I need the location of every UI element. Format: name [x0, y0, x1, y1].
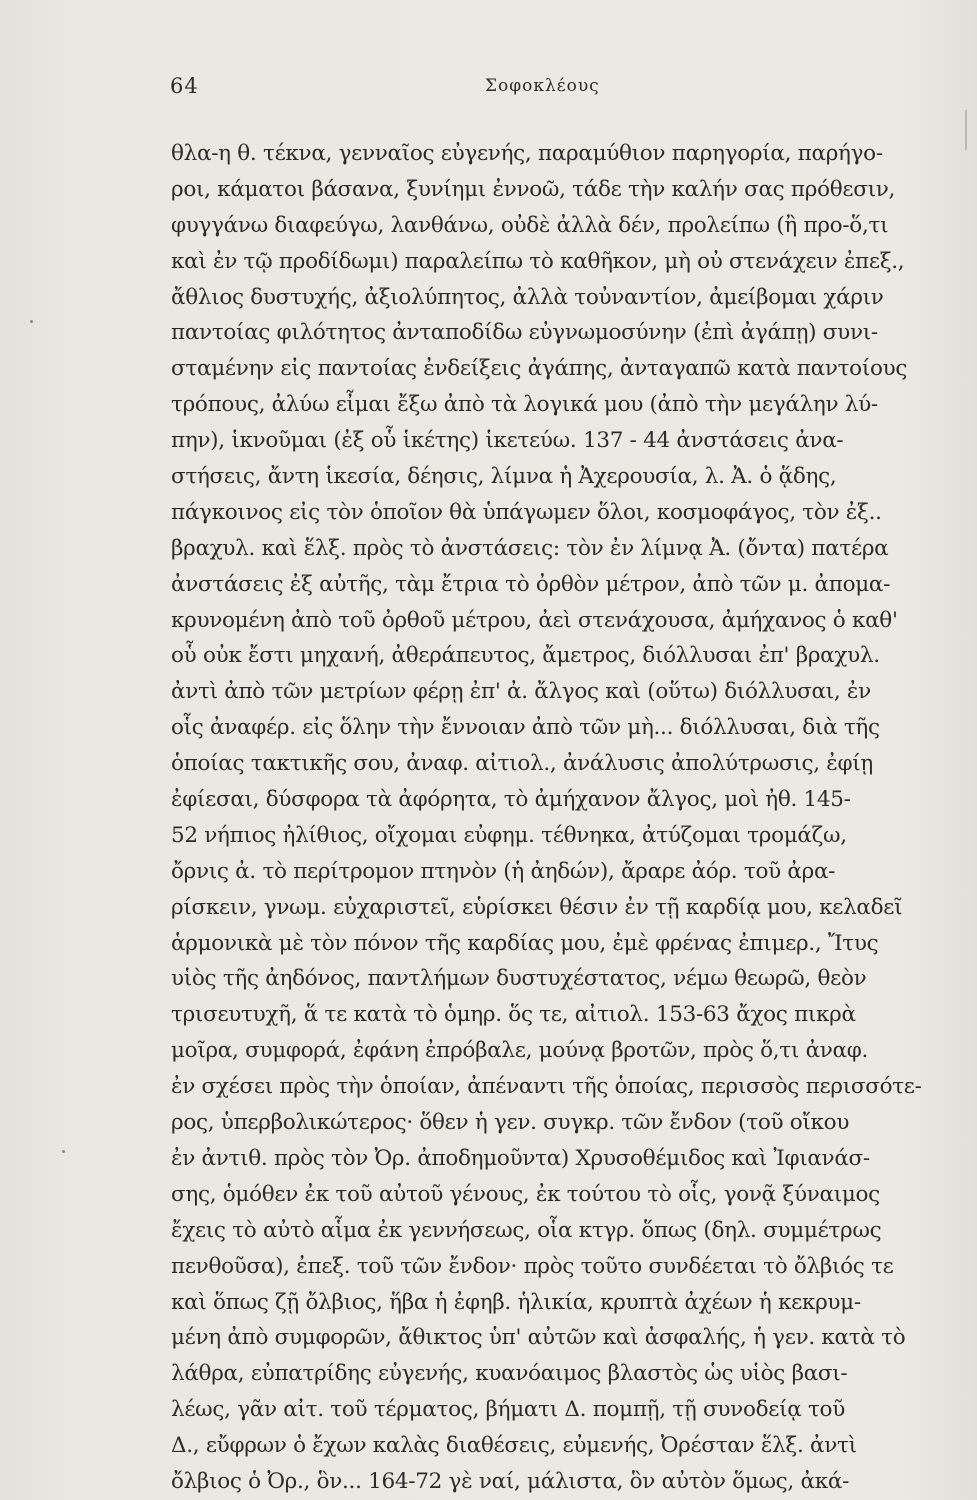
text-line: οὗ οὐκ ἔστι μηχανή, ἀθεράπευτος, ἄμετρος, διόλλυσαι ἐπ' βραχυλ. — [171, 643, 880, 669]
text-line: λάθρα, εὐπατρίδης εὐγενής, κυανόαιμος βλαστὸς ὡς υἱὸς βασι- — [171, 1361, 848, 1387]
text-line: τρισευτυχῆ, ἅ τε κατὰ τὸ ὁμηρ. ὅς τε, αἰτιολ. 153-63 ἄχος πικρὰ — [171, 1002, 856, 1028]
text-line: καὶ ὅπως ζῇ ὄλβιος, ἥβα ἡ ἐφηβ. ἡλικία, κρυπτὰ ἀχέων ἡ κεκρυμ- — [171, 1289, 861, 1315]
paper-speck — [30, 320, 33, 323]
text-line: ρος, ὑπερβολικώτερος· ὅθεν ἡ γεν. συγκρ. τῶν ἔνδον (τοῦ οἴκου — [171, 1110, 850, 1136]
text-line: καὶ ἐν τῷ προδίδωμι) παραλείπω τὸ καθῆκον, μὴ οὐ στενάχειν ἐπεξ., — [171, 248, 905, 274]
text-line: ἄθλιος δυστυχής, ἀξιολύπητος, ἀλλὰ τοὐναντίον, ἀμείβομαι χάριν — [171, 284, 884, 310]
text-line: κρυνομένη ἀπὸ τοῦ ὀρθοῦ μέτρου, ἀεὶ στενάχουσα, ἀμήχανος ὁ καθ' — [171, 607, 898, 633]
text-line: λέως, γᾶν αἰτ. τοῦ τέρματος, βήματι Δ. πομπῇ, τῇ συνοδείᾳ τοῦ — [171, 1397, 845, 1423]
text-line: ἐφίεσαι, δύσφορα τὰ ἀφόρητα, τὸ ἀμήχανον ἄλγος, μοὶ ἠθ. 145- — [171, 787, 851, 813]
text-line: υἱὸς τῆς ἀηδόνος, παντλήμων δυστυχέστατος, νέμω θεωρῶ, θεὸν — [171, 966, 867, 992]
running-head: Σοφοκλέους — [485, 76, 600, 96]
text-line: ὄλβιος ὁ Ὀρ., ὃν... 164-72 γὲ ναί, μάλιστα, ὃν αὐτὸν ὅμως, ἀκά- — [171, 1468, 850, 1494]
page-edge-mark — [965, 110, 967, 150]
text-line: ὁποίας τακτικῆς σου, ἀναφ. αἰτιολ., ἀνάλυσις ἀπολύτρωσις, ἐφίῃ — [171, 751, 874, 777]
text-line: 52 νήπιος ἠλίθιος, οἴχομαι εὐφημ. τέθνηκα, ἀτύζομαι τρομάζω, — [171, 822, 847, 848]
text-line: παντοίας φιλότητος ἀνταποδίδω εὐγνωμοσύνην (ἐπὶ ἀγάπῃ) συνι- — [171, 320, 878, 346]
text-line: μοῖρα, συμφορά, ἐφάνη ἐπρόβαλε, μούνᾳ βροτῶν, πρὸς ὅ,τι ἀναφ. — [171, 1038, 869, 1064]
commentary-text — [171, 136, 951, 1500]
text-line: ἀνστάσεις ἐξ αὐτῆς, τὰμ ἔτρια τὸ ὀρθὸν μέτρον, ἀπὸ τῶν μ. ἀπομα- — [171, 571, 891, 597]
text-line: μένη ἀπὸ συμφορῶν, ἄθικτος ὑπ' αὐτῶν καὶ ἀσφαλής, ἡ γεν. κατὰ τὸ — [171, 1325, 906, 1351]
text-line: ὄρνις ἀ. τὸ περίτρομον πτηνὸν (ἡ ἀηδών), ἄραρε ἀόρ. τοῦ ἀρα- — [171, 858, 836, 884]
text-line: θλα-η θ. τέκνα, γενναῖος εὐγενής, παραμύθιον παρηγορία, παρήγο- — [171, 141, 883, 166]
text-line: σης, ὁμόθεν ἐκ τοῦ αὐτοῦ γένους, ἐκ τούτου τὸ οἷς, γονᾷ ξύναιμος — [171, 1181, 880, 1207]
text-line: οἷς ἀναφέρ. εἰς ὅλην τὴν ἔννοιαν ἀπὸ τῶν μὴ... διόλλυσαι, διὰ τῆς — [171, 715, 880, 741]
text-line: ροι, κάματοι βάσανα, ξυνίημι ἐννοῶ, τάδε τὴν καλήν σας πρόθεσιν, — [171, 176, 896, 202]
page-number: 64 — [170, 74, 199, 98]
text-line: ρίσκειν, γνωμ. εὐχαριστεῖ, εὑρίσκει θέσιν ἐν τῇ καρδίᾳ μου, κελαδεῖ — [171, 894, 903, 920]
text-line: πην), ἱκνοῦμαι (ἐξ οὗ ἱκέτης) ἱκετεύω. 137 - 44 ἀνστάσεις ἀνα- — [171, 428, 844, 454]
text-line: ἁρμονικὰ μὲ τὸν πόνον τῆς καρδίας μου, ἐμὲ φρένας ἐπιμερ., Ἴτυς — [171, 930, 879, 956]
text-line: ἀντὶ ἀπὸ τῶν μετρίων φέρῃ ἐπ' ἀ. ἄλγος καὶ (οὕτω) διόλλυσαι, ἐν — [171, 679, 871, 705]
text-line: βραχυλ. καὶ ἕλξ. πρὸς τὸ ἀνστάσεις: τὸν ἐν λίμνᾳ Ἀ. (ὄντα) πατέρα — [171, 535, 889, 561]
text-line: ἔχεις τὸ αὐτὸ αἷμα ἐκ γεννήσεως, οἷα κτγρ. ὅπως (δηλ. συμμέτρως — [171, 1217, 882, 1243]
text-line: στήσεις, ἄντη ἱκεσία, δέησις, λίμνα ἡ Ἀχερουσία, λ. Ἀ. ὁ ᾅδης, — [171, 464, 837, 490]
text-line: φυγγάνω διαφεύγω, λανθάνω, οὐδὲ ἀλλὰ δέν, προλείπω (ἢ προ-ὅ,τι — [171, 212, 889, 238]
text-line: Δ., εὔφρων ὁ ἔχων καλὰς διαθέσεις, εὐμενής, Ὀρέσταν ἕλξ. ἀντὶ — [171, 1433, 857, 1459]
paper-speck — [62, 1150, 65, 1153]
text-line: σταμένην εἰς παντοίας ἐνδείξεις ἀγάπης, ἀνταγαπῶ κατὰ παντοίους — [171, 356, 908, 382]
text-line: πάγκοινος εἰς τὸν ὁποῖον θὰ ὑπάγωμεν ὅλοι, κοσμοφάγος, τὸν ἐξ.. — [171, 499, 882, 525]
text-line: τρόπους, ἀλύω εἶμαι ἔξω ἀπὸ τὰ λογικά μου (ἀπὸ τὴν μεγάλην λύ- — [171, 392, 878, 418]
page-header — [0, 74, 977, 104]
text-line: ἐν σχέσει πρὸς τὴν ὁποίαν, ἀπέναντι τῆς ὁποίας, περισσὸς περισσότε- — [171, 1074, 922, 1100]
text-line: ἐν ἀντιθ. πρὸς τὸν Ὀρ. ἀποδημοῦντα) Χρυσοθέμιδος καὶ Ἰφιανάσ- — [171, 1145, 870, 1171]
text-line: πενθοῦσα), ἐπεξ. τοῦ τῶν ἔνδον· πρὸς τοῦτο συνδέεται τὸ ὄλβιός τε — [171, 1253, 894, 1279]
